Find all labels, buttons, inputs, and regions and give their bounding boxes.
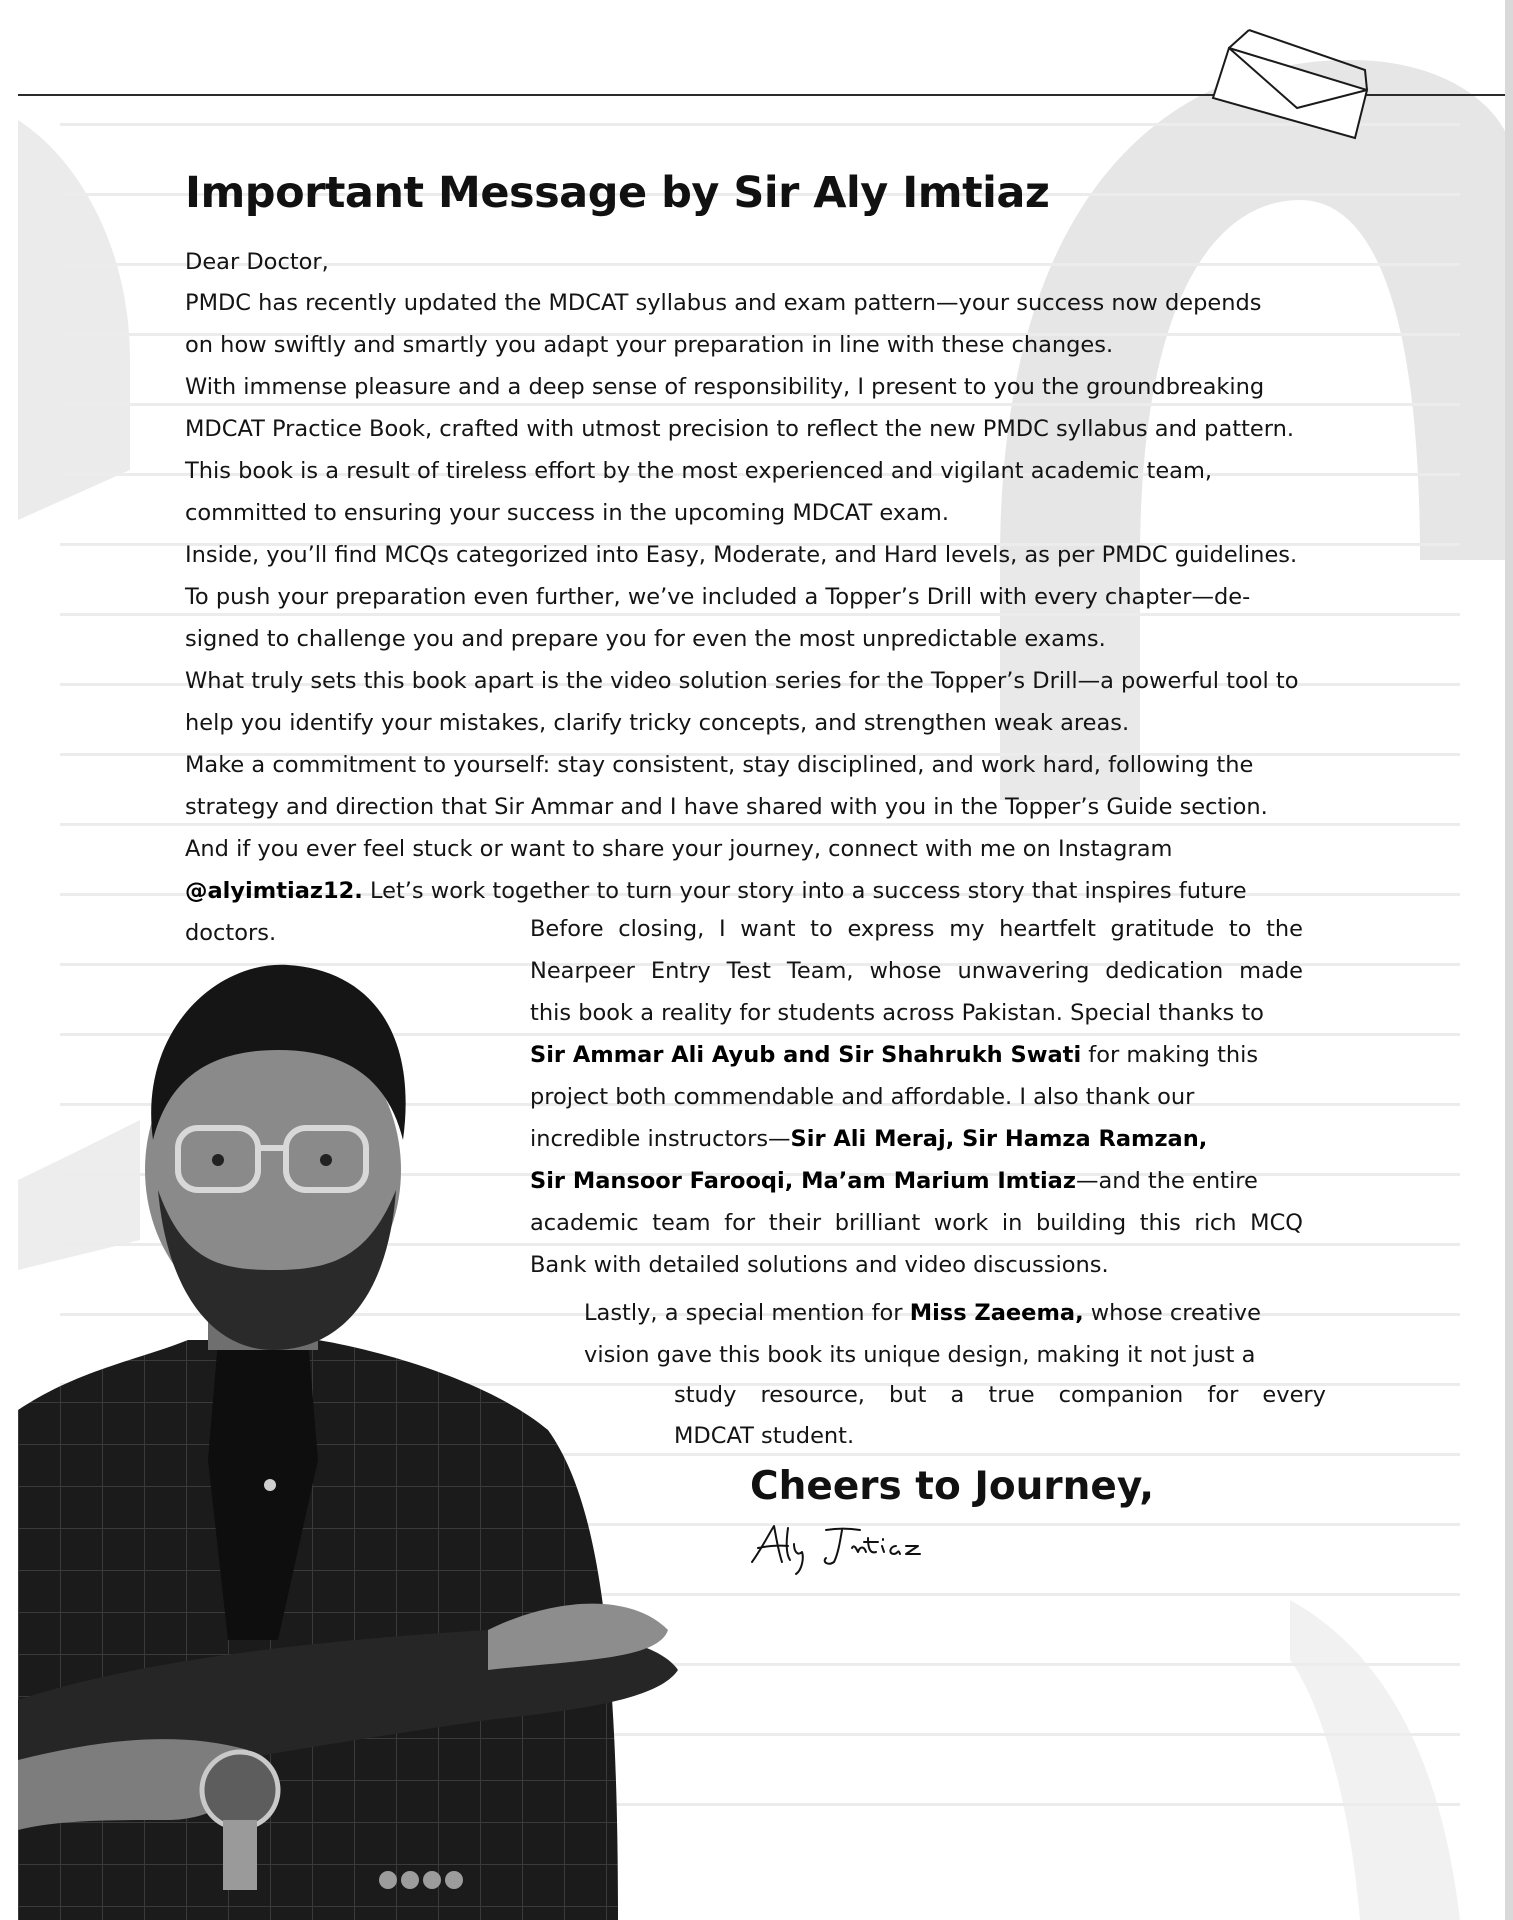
- body-line: PMDC has recently updated the MDCAT syllabus and exam pattern—your success now depends: [185, 290, 1262, 316]
- signoff: Cheers to Journey,: [750, 1464, 1155, 1509]
- closing-line: study resource, but a true companion for every: [674, 1382, 1326, 1408]
- body-line: What truly sets this book apart is the video solution series for the Topper’s Drill—a powerful tool to: [185, 668, 1299, 694]
- instructor-names: Sir Ali Meraj, Sir Hamza Ramzan,: [790, 1126, 1208, 1152]
- body-line: Inside, you’ll find MCQs categorized into Easy, Moderate, and Hard levels, as per PMDC guidelines.: [185, 542, 1298, 568]
- gratitude-line: project both commendable and affordable. I also thank our: [530, 1084, 1195, 1110]
- body-line: signed to challenge you and prepare you for even the most unpredictable exams.: [185, 626, 1106, 652]
- gratitude-text: —and the entire: [1075, 1168, 1258, 1194]
- body-line: strategy and direction that Sir Ammar and I have shared with you in the Topper’s Guide section.: [185, 794, 1268, 820]
- body-line: [185, 876, 1247, 906]
- thanks-names: Sir Ammar Ali Ayub and Sir Shahrukh Swati: [530, 1042, 1082, 1068]
- gratitude-line: academic team for their brilliant work in building this rich MCQ: [530, 1210, 1303, 1236]
- greeting: Dear Doctor,: [185, 249, 329, 275]
- envelope-icon: [1205, 20, 1375, 145]
- page-right-edge: [1505, 0, 1513, 1920]
- closing-text: whose creative: [1083, 1300, 1261, 1326]
- author-portrait-photo: [18, 940, 728, 1920]
- body-line: doctors.: [185, 920, 277, 946]
- designer-name: Miss Zaeema,: [909, 1300, 1084, 1326]
- ruled-line: [60, 613, 1460, 616]
- gratitude-line: this book a reality for students across Pakistan. Special thanks to: [530, 1000, 1264, 1026]
- closing-line: MDCAT student.: [674, 1423, 855, 1449]
- instagram-handle: @alyimtiaz12.: [185, 878, 363, 904]
- body-line: This book is a result of tireless effort by the most experienced and vigilant academic team,: [185, 458, 1213, 484]
- gratitude-line: Bank with detailed solutions and video discussions.: [530, 1252, 1109, 1278]
- body-line: help you identify your mistakes, clarify tricky concepts, and strengthen weak areas.: [185, 710, 1130, 736]
- closing-text: Lastly, a special mention for: [584, 1300, 910, 1326]
- body-line: Make a commitment to yourself: stay consistent, stay disciplined, and work hard, following the: [185, 752, 1254, 778]
- body-line: committed to ensuring your success in the upcoming MDCAT exam.: [185, 500, 949, 526]
- body-line: To push your preparation even further, we’ve included a Topper’s Drill with every chapter—de-: [185, 584, 1251, 610]
- gratitude-text: incredible instructors—: [530, 1126, 791, 1152]
- gratitude-line: Before closing, I want to express my heartfelt gratitude to the: [530, 916, 1303, 942]
- ruled-line: [60, 823, 1460, 826]
- body-line: And if you ever feel stuck or want to share your journey, connect with me on Instagram: [185, 836, 1173, 862]
- instructor-names: Sir Mansoor Farooqi, Ma’am Marium Imtiaz: [530, 1168, 1076, 1194]
- closing-line: vision gave this book its unique design, making it not just a: [584, 1342, 1256, 1368]
- body-line-text: Let’s work together to turn your story into a success story that inspires future: [362, 878, 1247, 904]
- body-line: With immense pleasure and a deep sense of responsibility, I present to you the groundbreaking: [185, 374, 1265, 400]
- page-left-edge: [0, 0, 18, 1920]
- signature: [748, 1518, 938, 1578]
- body-line: MDCAT Practice Book, crafted with utmost precision to reflect the new PMDC syllabus and pattern.: [185, 416, 1295, 442]
- gratitude-line: Nearpeer Entry Test Team, whose unwavering dedication made: [530, 958, 1303, 984]
- page-title: Important Message by Sir Aly Imtiaz: [185, 168, 1050, 218]
- ruled-line: [60, 403, 1460, 406]
- gratitude-text: for making this: [1081, 1042, 1259, 1068]
- body-line: on how swiftly and smartly you adapt your preparation in line with these changes.: [185, 332, 1114, 358]
